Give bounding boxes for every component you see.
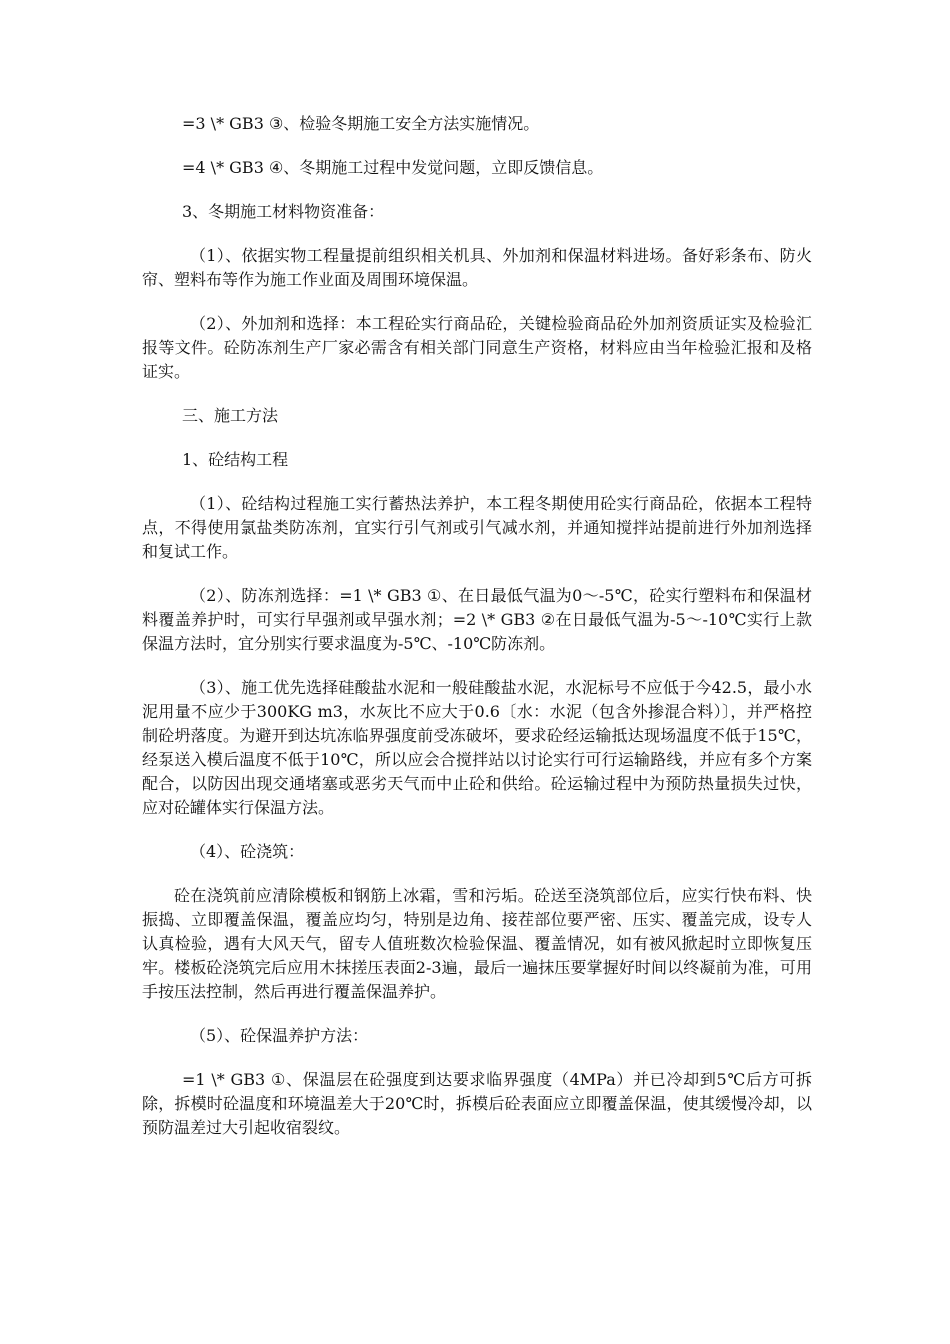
heading-concrete-pouring: （4）、砼浇筑：: [190, 842, 305, 861]
document-body: [142, 112, 812, 1160]
heading-concrete-curing: （5）、砼保温养护方法：: [190, 1026, 369, 1045]
paragraph-concrete-pouring: 砼在浇筑前应清除模板和钢筋上冰霜，雪和污垢。砼送至浇筑部位后，应实行快布料、快振捣、立即覆盖保温，覆盖应均匀，特别是边角、接茬部位要严密、压实、覆盖完成，设专人认真检验，遇有大风天气，留专人值班数次检验保温、覆盖情况，如有被风掀起时立即恢复压牢。楼板砼浇筑完后应用木抹搓压表面2-3遍，最后一遍抹压要掌握好时间以终凝前为准，可用手按压法控制，然后再进行覆盖保温养护。: [142, 886, 812, 1001]
heading-construction-method: 三、施工方法: [182, 406, 279, 425]
heading-concrete-structure: 1、砼结构工程: [182, 450, 289, 469]
paragraph-feedback: =4 \* GB3 ④、冬期施工过程中发觉问题，立即反馈信息。: [182, 158, 604, 177]
paragraph-concrete-2: （2）、防冻剂选择：=1 \* GB3 ①、在日最低气温为0～-5℃，砼实行塑料布和保温材料覆盖养护时，可实行早强剂或早强水剂；=2 \* GB3 ②在日最低气温为-5～-10℃实行上款保温方法时，宜分别实行要求温度为-5℃、-10℃防冻剂。: [142, 586, 812, 653]
heading-materials-preparation: 3、冬期施工材料物资准备：: [182, 202, 385, 221]
paragraph-check-safety: =3 \* GB3 ③、检验冬期施工安全方法实施情况。: [182, 114, 540, 133]
paragraph-materials-2: （2）、外加剂和选择：本工程砼实行商品砼，关键检验商品砼外加剂资质证实及检验汇报等文件。砼防冻剂生产厂家必需含有相关部门同意生产资格，材料应由当年检验汇报和及格证实。: [142, 314, 812, 381]
paragraph-concrete-3: （3）、施工优先选择硅酸盐水泥和一般硅酸盐水泥，水泥标号不应低于今42.5，最小水泥用量不应少于300KG m3，水灰比不应大于0.6〔水：水泥（包含外掺混合料）〕，并严格控制砼坍落度。为避开到达坑冻临界强度前受冻破坏，要求砼经运输抵达现场温度不低于15℃，经泵送入模后温度不低于10℃，所以应会合搅拌站以讨论实行可行运输路线，并应有多个方案配合，以防因出现交通堵塞或恶劣天气而中止砼和供给。砼运输过程中为预防热量损失过快，应对砼罐体实行保温方法。: [142, 678, 812, 817]
paragraph-concrete-curing-1: =1 \* GB3 ①、保温层在砼强度到达要求临界强度（4MPa）并已冷却到5℃后方可拆除，拆模时砼温度和环境温差大于20℃时，拆模后砼表面应立即覆盖保温，使其缓慢冷却，以预防温差过大引起收宿裂纹。: [142, 1070, 812, 1137]
paragraph-materials-1: （1）、依据实物工程量提前组织相关机具、外加剂和保温材料进场。备好彩条布、防火帘、塑料布等作为施工作业面及周围环境保温。: [142, 246, 812, 289]
paragraph-concrete-1: （1）、砼结构过程施工实行蓄热法养护，本工程冬期使用砼实行商品砼，依据本工程特点，不得使用氯盐类防冻剂，宜实行引气剂或引气减水剂，并通知搅拌站提前进行外加剂选择和复试工作。: [142, 494, 812, 561]
